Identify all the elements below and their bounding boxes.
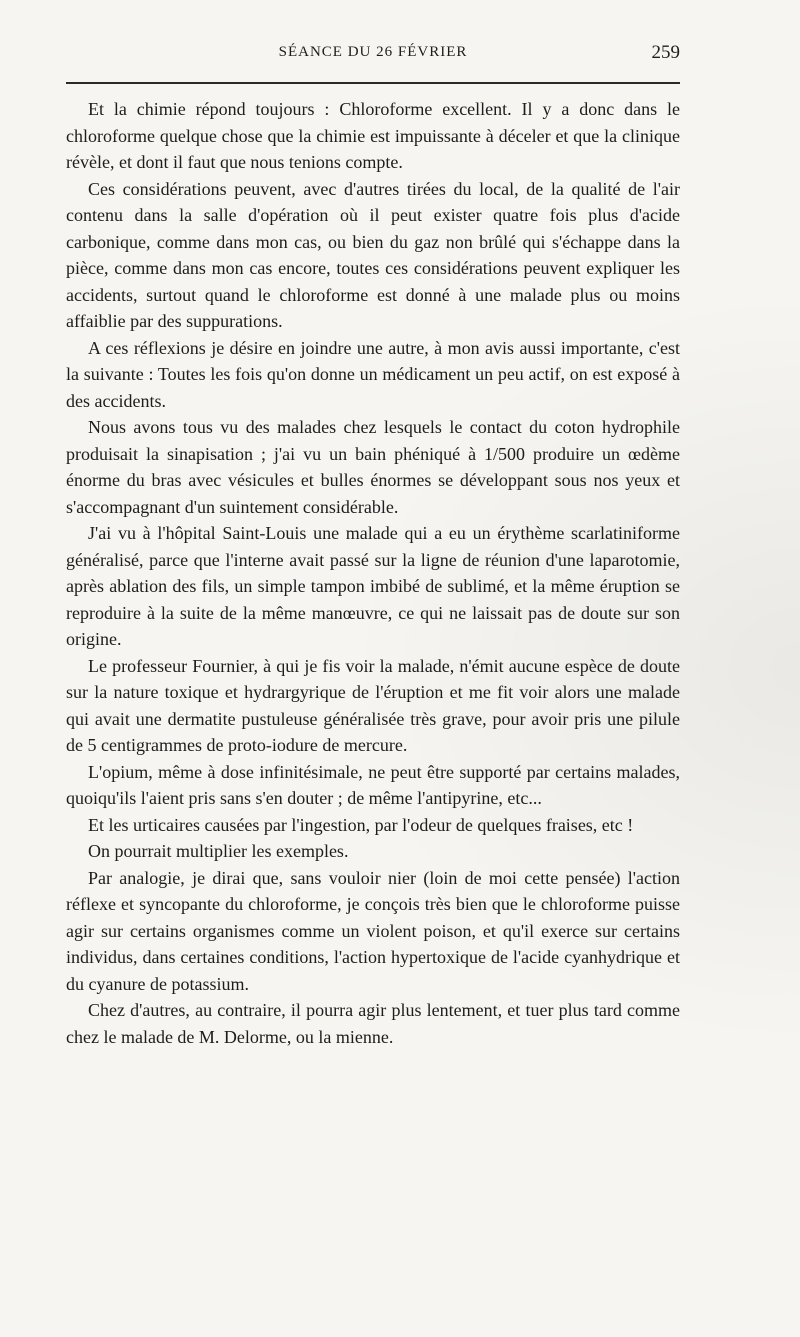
paragraph: A ces réflexions je désire en joindre une autre, à mon avis aussi importante, c'est la suivante : Toutes les fois qu'on donne un médicament un peu actif, on est exposé à des accidents. bbox=[66, 337, 680, 411]
paragraph: J'ai vu à l'hôpital Saint-Louis une malade qui a eu un érythème scarlatiniforme généralisé, parce que l'interne avait passé sur la ligne de réunion d'une laparotomie, après ablation des fils, un simple tampon imbibé de sublimé, et la même éruption se reproduire à la suite de la même manœuvre, ce qui ne laissait pas de doute sur son origine. bbox=[66, 523, 680, 649]
page-number: 259 bbox=[651, 42, 680, 63]
header-rule bbox=[66, 82, 680, 84]
running-title: SÉANCE DU 26 FÉVRIER bbox=[278, 44, 468, 60]
paragraph: Ces considérations peuvent, avec d'autres tirées du local, de la qualité de l'air contenu dans la salle d'opération où il peut exister quatre fois plus d'acide carbonique, comme dans mon cas, ou bien du gaz non brûlé qui s'échappe dans la pièce, comme dans mon cas encore, toutes ces considérations peuvent expliquer les accidents, surtout quand le chloroforme est donné à une malade plus ou moins affaiblie par des suppurations. bbox=[66, 178, 680, 331]
paragraph: On pourrait multiplier les exemples. bbox=[88, 841, 349, 861]
body-text bbox=[66, 96, 680, 1050]
paragraph: Chez d'autres, au contraire, il pourra agir plus lentement, et tuer plus tard comme chez le malade de M. Delorme, ou la mienne. bbox=[66, 1000, 680, 1047]
paragraph: L'opium, même à dose infinitésimale, ne peut être supporté par certains malades, quoiqu'ils l'aient pris sans s'en douter ; de même l'antipyrine, etc... bbox=[66, 761, 680, 808]
paragraph: Et les urticaires causées par l'ingestion, par l'odeur de quelques fraises, etc ! bbox=[88, 814, 634, 835]
running-head bbox=[66, 44, 680, 68]
paragraph: Et la chimie répond toujours : Chloroforme excellent. Il y a donc dans le chloroforme quelque chose que la chimie est impuissante à déceler et que la clinique révèle, et dont il faut que nous tenions compte. bbox=[66, 99, 680, 172]
paragraph: Par analogie, je dirai que, sans vouloir nier (loin de moi cette pensée) l'action réflexe et syncopante du chloroforme, je conçois très bien que le chloroforme puisse agir sur certains organismes comme un violent poison, et qu'il exerce sur certains individus, dans certaines conditions, l'action hypertoxique de l'acide cyanhydrique et du cyanure de potassium. bbox=[66, 867, 680, 994]
paragraph: Nous avons tous vu des malades chez lesquels le contact du coton hydrophile produisait la sinapisation ; j'ai vu un bain phéniqué à 1/500 produire un œdème énorme du bras avec vésicules et bulles énormes se développant sous nos yeux et s'accompagnant d'un suintement considérable. bbox=[66, 417, 680, 517]
paragraph: Le professeur Fournier, à qui je fis voir la malade, n'émit aucune espèce de doute sur la nature toxique et hydrargyrique de l'éruption et me fit voir alors une malade qui avait une dermatite pustuleuse généralisée très grave, pour avoir pris une pilule de 5 centigrammes de proto-iodure de mercure. bbox=[66, 655, 680, 755]
